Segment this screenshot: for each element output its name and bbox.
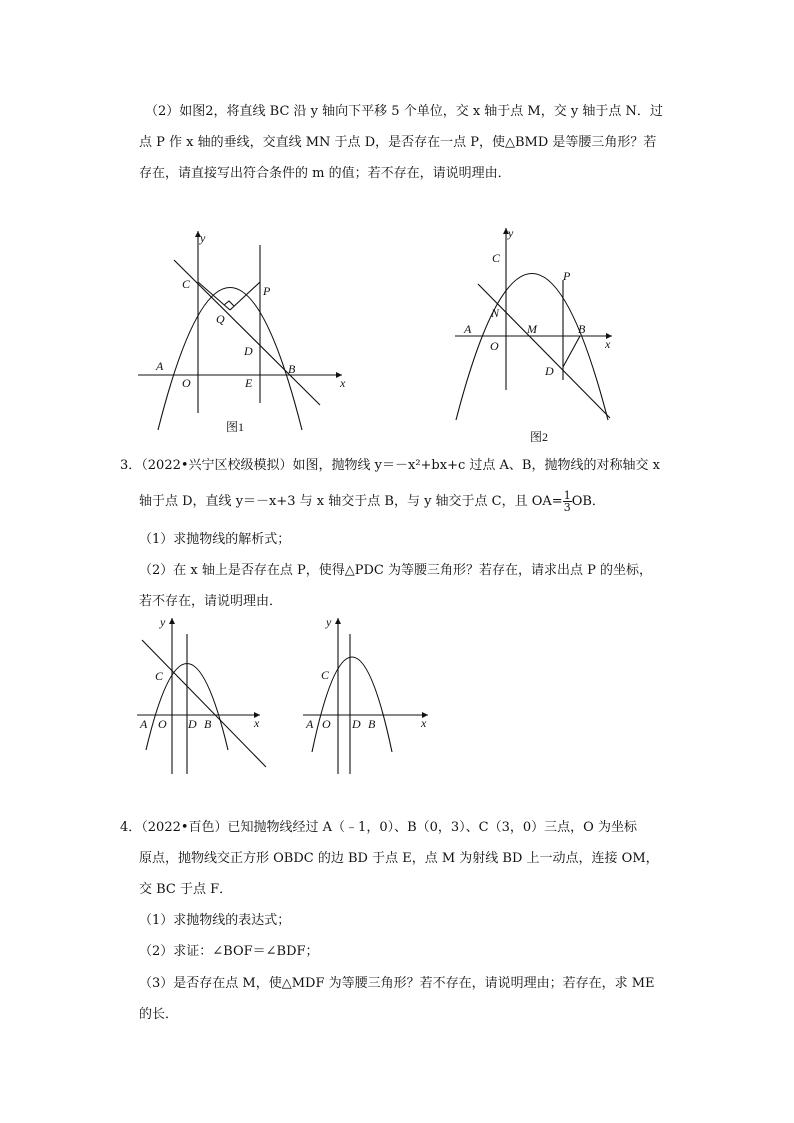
q4-part1: （1）求抛物线的表达式； xyxy=(139,913,291,928)
fig1-label-P: P xyxy=(263,284,271,298)
fig2-label-D: D xyxy=(545,364,554,378)
fig3a-label-C: C xyxy=(155,669,164,683)
q2-part2-line3: 存在，请直接写出符合条件的 m 的值；若不存在，请说明理由． xyxy=(139,166,511,181)
q2-part2-line2: 点 P 作 x 轴的垂线，交直线 MN 于点 D，是否存在一点 P，使△BMD 是等腰三角形？若 xyxy=(139,135,657,150)
fig3b-label-D: D xyxy=(352,717,361,731)
fig3a-label-x: x xyxy=(254,716,260,730)
q4-line3: 交 BC 于点 F． xyxy=(139,882,233,897)
q4-part3-end: 的长． xyxy=(139,1007,179,1022)
figure-3b xyxy=(300,612,440,777)
q4-part2: （2）求证：∠BOF＝∠BDF； xyxy=(139,944,319,959)
fig3b-label-A: A xyxy=(306,717,314,731)
q3-frac-den: 3 xyxy=(563,501,571,514)
fig3b-label-O: O xyxy=(322,717,331,731)
q3-part1: （1）求抛物线的解析式； xyxy=(139,532,291,547)
fig2-label-x: x xyxy=(605,337,611,351)
fig3a-label-B: B xyxy=(204,717,212,731)
fig3a-label-D: D xyxy=(188,717,197,731)
fig3b-label-x: x xyxy=(421,716,427,730)
fig1-label-O: O xyxy=(182,376,191,390)
q3-fraction xyxy=(563,490,572,513)
fig1-label-E: E xyxy=(245,376,253,390)
fig2-label-y: y xyxy=(508,226,514,240)
fig2-label-M: M xyxy=(527,322,537,336)
figure-2 xyxy=(450,222,625,447)
fig2-label-P: P xyxy=(563,269,571,283)
q3-part2-line1: （2）在 x 轴上是否存在点 P，使得△PDC 为等腰三角形？若存在，请求出点 P 的坐标， xyxy=(139,563,653,578)
fig2-label-B: B xyxy=(578,322,586,336)
fig1-label-A: A xyxy=(156,359,164,373)
q3-line2-text: 轴于点 D，直线 y＝－x+3 与 x 轴交于点 B，与 y 轴交于点 C，且 OA= xyxy=(139,494,563,509)
fig3b-label-y: y xyxy=(326,615,332,629)
fig3a-label-y: y xyxy=(160,615,166,629)
q3-frac-num: 1 xyxy=(563,489,571,502)
fig3b-label-C: C xyxy=(321,668,330,682)
fig1-label-Q: Q xyxy=(216,312,225,326)
q3-line2-end: OB． xyxy=(571,494,605,509)
fig2-label-A: A xyxy=(464,322,472,336)
fig2-label-C: C xyxy=(492,251,501,265)
q4-line2: 原点，抛物线交正方形 OBDC 的边 BD 于点 E，点 M 为射线 BD 上一动点，连接 OM， xyxy=(139,851,659,866)
fig1-label-B: B xyxy=(288,362,296,376)
fig1-caption: 图1 xyxy=(226,420,245,434)
q3-line1: 3．（2022•兴宁区校级模拟）如图，抛物线 y＝－x²+bx+c 过点 A、B，抛物线的对称轴交 x xyxy=(120,458,660,473)
fig1-label-x: x xyxy=(340,376,346,390)
q3-part2-line2: 若不存在，请说明理由． xyxy=(139,594,283,609)
figure-1 xyxy=(130,225,360,440)
fig3a-label-A: A xyxy=(140,717,148,731)
fig2-label-O: O xyxy=(490,339,499,353)
q3-line2 xyxy=(139,490,605,513)
fig1-label-C: C xyxy=(182,277,191,291)
fig3a-label-O: O xyxy=(158,717,167,731)
figure-3a xyxy=(132,612,272,777)
fig3b-label-B: B xyxy=(368,717,376,731)
fig2-caption: 图2 xyxy=(530,430,549,444)
q4-part3: （3）是否存在点 M，使△MDF 为等腰三角形？若不存在，请说明理由；若存在，求 ME xyxy=(139,976,655,991)
q2-part2-line1: （2）如图2，将直线 BC 沿 y 轴向下平移 5 个单位，交 x 轴于点 M，交 y 轴于点 N．过 xyxy=(145,104,663,119)
fig2-label-N: N xyxy=(491,306,500,320)
fig1-label-D: D xyxy=(244,344,253,358)
fig1-label-y: y xyxy=(200,231,206,245)
q4-line1: 4．（2022•百色）已知抛物线经过 A（﹣1，0）、B（0，3）、C（3，0）三点，O 为坐标 xyxy=(120,820,637,835)
